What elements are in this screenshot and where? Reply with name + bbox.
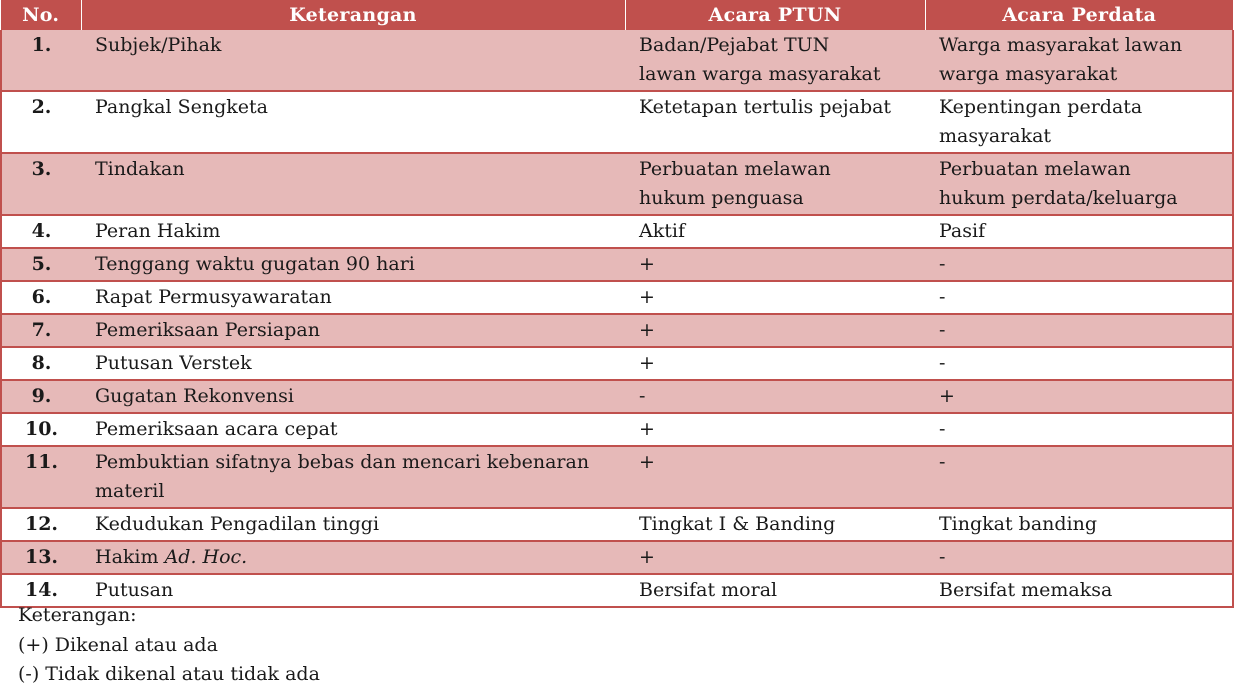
table-header: [1, 0, 1233, 30]
row-acara-ptun-line: Ketetapan tertulis pejabat: [639, 96, 892, 118]
row-acara-perdata-line: Tingkat banding: [939, 513, 1098, 535]
row-acara-perdata-line: -: [939, 319, 946, 341]
table-row: [1, 215, 1233, 248]
row-number: 9.: [1, 380, 81, 413]
row-acara-perdata-line: Kepentingan perdata: [939, 96, 1143, 118]
row-acara-perdata-line: -: [939, 352, 946, 374]
row-keterangan: [81, 30, 625, 91]
row-acara-perdata: [925, 91, 1233, 153]
row-keterangan: [81, 314, 625, 347]
row-acara-perdata: [925, 574, 1233, 607]
table-row: [1, 508, 1233, 541]
row-number: 5.: [1, 248, 81, 281]
keterangan-text: Hakim: [95, 546, 159, 568]
keterangan-text: Peran Hakim: [95, 220, 221, 242]
row-keterangan: [81, 215, 625, 248]
row-acara-perdata: [925, 153, 1233, 215]
row-acara-ptun-line: +: [639, 451, 655, 473]
table-row: [1, 30, 1233, 91]
row-acara-ptun: [625, 541, 925, 574]
row-acara-perdata: [925, 314, 1233, 347]
table-row: [1, 413, 1233, 446]
row-acara-ptun-line: Tingkat I & Banding: [639, 513, 836, 535]
row-number: 7.: [1, 314, 81, 347]
row-acara-perdata: [925, 30, 1233, 91]
row-acara-perdata: [925, 347, 1233, 380]
row-acara-ptun-line: Badan/Pejabat TUN: [639, 34, 830, 56]
table-row: [1, 380, 1233, 413]
table-row: [1, 314, 1233, 347]
row-acara-perdata-line: Pasif: [939, 220, 986, 242]
row-keterangan: [81, 508, 625, 541]
row-acara-perdata: [925, 281, 1233, 314]
row-number: 1.: [1, 30, 81, 91]
row-keterangan: [81, 281, 625, 314]
row-acara-ptun-line: +: [639, 418, 655, 440]
row-number: 8.: [1, 347, 81, 380]
row-number: 4.: [1, 215, 81, 248]
row-acara-ptun: [625, 91, 925, 153]
table-row: [1, 281, 1233, 314]
row-acara-ptun-line: Aktif: [639, 220, 685, 242]
row-acara-ptun-line: +: [639, 546, 655, 568]
row-acara-perdata: [925, 248, 1233, 281]
row-acara-perdata: [925, 446, 1233, 508]
row-acara-ptun: [625, 215, 925, 248]
keterangan-text: Tindakan: [95, 158, 185, 180]
keterangan-text: Kedudukan Pengadilan tinggi: [95, 513, 380, 535]
row-acara-ptun: [625, 248, 925, 281]
keterangan-text: Subjek/Pihak: [95, 34, 222, 56]
header-keterangan: Keterangan: [81, 0, 625, 30]
table-body: [1, 30, 1233, 607]
row-acara-ptun: [625, 413, 925, 446]
row-acara-ptun: [625, 446, 925, 508]
keterangan-text: Gugatan Rekonvensi: [95, 385, 294, 407]
row-acara-ptun-line: +: [639, 319, 655, 341]
header-row: [1, 0, 1233, 30]
row-acara-perdata-line: Warga masyarakat lawan: [939, 34, 1183, 56]
keterangan-text: Rapat Permusyawaratan: [95, 286, 332, 308]
row-acara-ptun-line: +: [639, 352, 655, 374]
row-acara-perdata-line: warga masyarakat: [939, 63, 1118, 85]
row-number: 14.: [1, 574, 81, 607]
row-acara-ptun: [625, 30, 925, 91]
keterangan-text: Putusan Verstek: [95, 352, 252, 374]
table-row: [1, 446, 1233, 508]
row-acara-perdata-line: -: [939, 253, 946, 275]
row-keterangan: [81, 446, 625, 508]
row-number: 2.: [1, 91, 81, 153]
row-acara-perdata: [925, 215, 1233, 248]
row-keterangan: [81, 91, 625, 153]
legend-minus: (-) Tidak dikenal atau tidak ada: [18, 663, 320, 685]
keterangan-text: Putusan: [95, 579, 174, 601]
row-keterangan: [81, 541, 625, 574]
keterangan-text: Pangkal Sengketa: [95, 96, 268, 118]
table-row: [1, 153, 1233, 215]
row-number: 6.: [1, 281, 81, 314]
row-number: 11.: [1, 446, 81, 508]
row-acara-perdata-line: -: [939, 418, 946, 440]
table-row: [1, 347, 1233, 380]
legend-note: [18, 601, 320, 690]
row-acara-ptun: [625, 314, 925, 347]
row-acara-ptun-line: Bersifat moral: [639, 579, 778, 601]
row-number: 13.: [1, 541, 81, 574]
keterangan-text: Pembuktian sifatnya bebas dan mencari kebenaran materil: [95, 451, 590, 502]
row-acara-perdata: [925, 380, 1233, 413]
row-acara-perdata: [925, 413, 1233, 446]
row-acara-perdata-line: -: [939, 286, 946, 308]
row-acara-perdata: [925, 508, 1233, 541]
legend-plus: (+) Dikenal atau ada: [18, 633, 218, 656]
row-acara-ptun-line: Perbuatan melawan: [639, 158, 831, 180]
row-number: 3.: [1, 153, 81, 215]
row-acara-ptun-line: +: [639, 286, 655, 308]
row-acara-perdata: [925, 541, 1233, 574]
row-acara-perdata-line: Perbuatan melawan: [939, 158, 1131, 180]
row-acara-ptun: [625, 347, 925, 380]
keterangan-italic-text: Ad. Hoc.: [164, 546, 248, 568]
row-acara-perdata-line: Bersifat memaksa: [939, 579, 1113, 601]
table-row: [1, 248, 1233, 281]
row-acara-perdata-line: -: [939, 451, 946, 473]
row-keterangan: [81, 347, 625, 380]
keterangan-text: Pemeriksaan acara cepat: [95, 418, 338, 440]
row-number: 10.: [1, 413, 81, 446]
header-acara-perdata: Acara Perdata: [925, 0, 1233, 30]
row-acara-ptun: [625, 508, 925, 541]
row-acara-ptun-line: hukum penguasa: [639, 187, 804, 209]
row-acara-ptun: [625, 380, 925, 413]
row-number: 12.: [1, 508, 81, 541]
row-acara-ptun: [625, 281, 925, 314]
keterangan-text: Tenggang waktu gugatan 90 hari: [95, 253, 415, 275]
row-keterangan: [81, 413, 625, 446]
row-acara-ptun-line: lawan warga masyarakat: [639, 63, 881, 85]
keterangan-text: Pemeriksaan Persiapan: [95, 319, 320, 341]
row-acara-ptun-line: +: [639, 253, 655, 275]
row-acara-perdata-line: -: [939, 546, 946, 568]
row-keterangan: [81, 380, 625, 413]
row-keterangan: [81, 153, 625, 215]
row-acara-perdata-line: hukum perdata/keluarga: [939, 187, 1178, 209]
header-acara-ptun: Acara PTUN: [625, 0, 925, 30]
row-acara-perdata-line: +: [939, 385, 955, 407]
legend-title: Keterangan:: [18, 604, 137, 626]
header-no: No.: [1, 0, 81, 30]
table-row: [1, 91, 1233, 153]
row-keterangan: [81, 248, 625, 281]
row-acara-perdata-line: masyarakat: [939, 125, 1052, 147]
row-acara-ptun-line: -: [639, 385, 646, 407]
table-row: [1, 541, 1233, 574]
row-acara-ptun: [625, 574, 925, 607]
row-acara-ptun: [625, 153, 925, 215]
